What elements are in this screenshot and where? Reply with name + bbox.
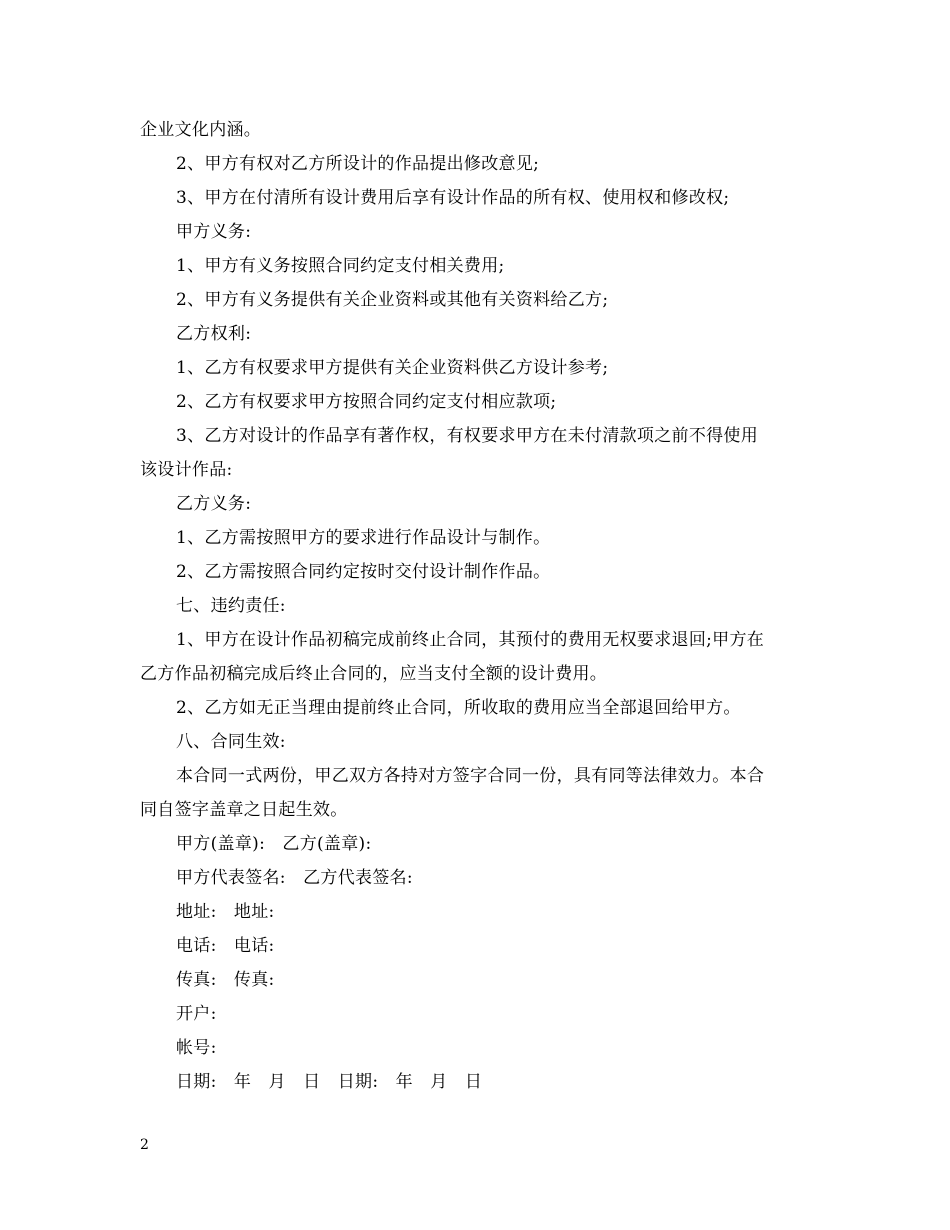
signature-phone-line: 电话: 电话: (176, 936, 275, 956)
text-line-3: 3、甲方在付清所有设计费用后享有设计作品的所有权、使用权和修改权; (176, 188, 730, 208)
section-heading-breach-liability: 七、违约责任: (176, 596, 286, 616)
section-heading-party-b-obligations: 乙方义务: (176, 494, 252, 514)
contract-body (140, 113, 812, 1099)
signature-seal-line: 甲方(盖章): 乙方(盖章): (176, 834, 372, 854)
section-heading-party-a-obligations: 甲方义务: (176, 222, 252, 242)
signature-bank-line: 开户: (176, 1004, 217, 1024)
signature-address-line: 地址: 地址: (176, 902, 275, 922)
text-line-9: 2、乙方有权要求甲方按照合同约定支付相应款项; (176, 392, 557, 412)
text-line-14: 2、乙方需按照合同约定按时交付设计制作作品。 (176, 562, 551, 582)
text-line-1: 企业文化内涵。 (140, 120, 262, 140)
signature-account-line: 帐号: (176, 1038, 217, 1058)
text-line-6: 2、甲方有义务提供有关企业资料或其他有关资料给乙方; (176, 290, 609, 310)
text-line-11: 该设计作品: (140, 460, 233, 480)
text-line-20: 本合同一式两份，甲乙双方各持对方签字合同一份，具有同等法律效力。本合 (176, 766, 765, 786)
text-line-13: 1、乙方需按照甲方的要求进行作品设计与制作。 (176, 528, 551, 548)
section-heading-contract-effect: 八、合同生效: (176, 732, 286, 752)
page-number: 2 (140, 1137, 149, 1153)
signature-date-line: 日期: 年 月 日 日期: 年 月 日 (176, 1072, 483, 1092)
text-line-5: 1、甲方有义务按照合同约定支付相关费用; (176, 256, 505, 276)
text-line-17: 乙方作品初稿完成后终止合同的，应当支付全额的设计费用。 (140, 664, 608, 684)
signature-representative-line: 甲方代表签名: 乙方代表签名: (176, 868, 413, 888)
text-line-18: 2、乙方如无正当理由提前终止合同，所收取的费用应当全部退回给甲方。 (176, 698, 741, 718)
text-line-16: 1、甲方在设计作品初稿完成前终止合同，其预付的费用无权要求退回;甲方在 (176, 630, 765, 650)
signature-fax-line: 传真: 传真: (176, 970, 275, 990)
text-line-21: 同自签字盖章之日起生效。 (140, 800, 348, 820)
text-line-2: 2、甲方有权对乙方所设计的作品提出修改意见; (176, 154, 540, 174)
section-heading-party-b-rights: 乙方权利: (176, 324, 252, 344)
text-line-10: 3、乙方对设计的作品享有著作权，有权要求甲方在未付清款项之前不得使用 (176, 426, 759, 446)
text-line-8: 1、乙方有权要求甲方提供有关企业资料供乙方设计参考; (176, 358, 609, 378)
